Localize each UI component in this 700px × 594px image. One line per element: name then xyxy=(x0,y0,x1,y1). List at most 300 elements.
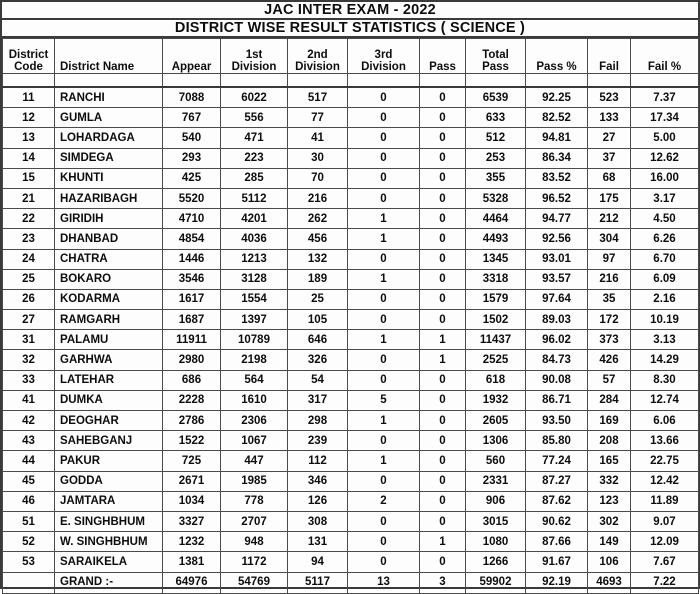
column-header-pass-percent xyxy=(526,39,588,74)
cell-name: LOHARDAGA xyxy=(55,128,163,148)
cell-appear: 1446 xyxy=(163,249,221,269)
cell-div2: 456 xyxy=(288,229,348,249)
cell-pass: 0 xyxy=(420,471,466,491)
column-header-line2: Appear xyxy=(171,60,212,73)
cell-name: KODARMA xyxy=(55,289,163,309)
cell-passpc: 82.52 xyxy=(526,108,588,128)
cell-code xyxy=(3,572,55,593)
cell-div1: 6022 xyxy=(221,87,288,108)
cell-fail: 165 xyxy=(588,451,631,471)
cell-fail: 106 xyxy=(588,552,631,572)
cell-div3: 0 xyxy=(348,289,420,309)
grand-total-row xyxy=(3,572,699,593)
cell-failpc: 7.22 xyxy=(631,572,699,593)
column-header-line2: Division xyxy=(361,60,406,73)
cell-passpc: 85.80 xyxy=(526,431,588,451)
cell-total: 560 xyxy=(466,451,526,471)
cell-passpc: 94.81 xyxy=(526,128,588,148)
spacer-row xyxy=(3,74,699,88)
cell-passpc: 87.66 xyxy=(526,532,588,552)
cell-passpc: 77.24 xyxy=(526,451,588,471)
cell-div3: 0 xyxy=(348,108,420,128)
cell-appear: 1687 xyxy=(163,310,221,330)
cell-div1: 1213 xyxy=(221,249,288,269)
cell-appear: 2786 xyxy=(163,411,221,431)
cell-div3: 1 xyxy=(348,229,420,249)
cell-div1: 1985 xyxy=(221,471,288,491)
cell-div1: 447 xyxy=(221,451,288,471)
cell-pass: 0 xyxy=(420,168,466,188)
cell-name: GARHWA xyxy=(55,350,163,370)
cell-code: 26 xyxy=(3,289,55,309)
cell-total: 11437 xyxy=(466,330,526,350)
cell-name: PALAMU xyxy=(55,330,163,350)
cell-name: DUMKA xyxy=(55,390,163,410)
cell-div3: 0 xyxy=(348,532,420,552)
column-header-line2: Division xyxy=(231,60,277,73)
cell-name: W. SINGHBHUM xyxy=(55,532,163,552)
cell-appear: 5520 xyxy=(163,188,221,208)
cell-pass: 0 xyxy=(420,411,466,431)
column-header-line2: Fail % xyxy=(647,60,682,73)
cell-div1: 1067 xyxy=(221,431,288,451)
cell-div3: 2 xyxy=(348,491,420,511)
cell-name: RANCHI xyxy=(55,87,163,108)
cell-pass: 0 xyxy=(420,128,466,148)
cell-div3: 0 xyxy=(348,370,420,390)
cell-div1: 2198 xyxy=(221,350,288,370)
cell-appear: 2228 xyxy=(163,390,221,410)
cell-code: 25 xyxy=(3,269,55,289)
table-row xyxy=(3,108,699,128)
cell-div1: 1172 xyxy=(221,552,288,572)
cell-appear: 1232 xyxy=(163,532,221,552)
cell-pass: 1 xyxy=(420,350,466,370)
cell-total: 5328 xyxy=(466,188,526,208)
cell-failpc: 6.70 xyxy=(631,249,699,269)
cell-fail: 332 xyxy=(588,471,631,491)
column-header-total-pass xyxy=(466,39,526,74)
cell-code: 13 xyxy=(3,128,55,148)
cell-div2: 262 xyxy=(288,209,348,229)
cell-total: 633 xyxy=(466,108,526,128)
cell-div2: 77 xyxy=(288,108,348,128)
cell-div1: 471 xyxy=(221,128,288,148)
cell-appear: 4854 xyxy=(163,229,221,249)
column-header-line1: District xyxy=(8,48,49,61)
cell-passpc: 97.64 xyxy=(526,289,588,309)
table-row xyxy=(3,148,699,168)
cell-code: 24 xyxy=(3,249,55,269)
cell-div1: 778 xyxy=(221,491,288,511)
cell-failpc: 13.66 xyxy=(631,431,699,451)
table-row xyxy=(3,471,699,491)
cell-div2: 189 xyxy=(288,269,348,289)
table-row xyxy=(3,269,699,289)
cell-total: 2525 xyxy=(466,350,526,370)
cell-pass: 0 xyxy=(420,269,466,289)
cell-code: 15 xyxy=(3,168,55,188)
cell-code: 46 xyxy=(3,491,55,511)
cell-passpc: 90.08 xyxy=(526,370,588,390)
cell-code: 14 xyxy=(3,148,55,168)
column-header-appear xyxy=(163,39,221,74)
cell-div1: 285 xyxy=(221,168,288,188)
column-header-fail-percent xyxy=(631,39,699,74)
cell-pass: 0 xyxy=(420,390,466,410)
cell-pass: 1 xyxy=(420,532,466,552)
cell-name: HAZARIBAGH xyxy=(55,188,163,208)
cell-fail: 212 xyxy=(588,209,631,229)
cell-passpc: 92.56 xyxy=(526,229,588,249)
column-header-line1: Total xyxy=(482,48,509,61)
cell-failpc: 16.00 xyxy=(631,168,699,188)
cell-pass: 0 xyxy=(420,229,466,249)
column-header-line2: Code xyxy=(14,60,43,73)
cell-failpc: 10.19 xyxy=(631,310,699,330)
table-row xyxy=(3,87,699,108)
table-row xyxy=(3,370,699,390)
cell-failpc: 2.16 xyxy=(631,289,699,309)
cell-appear: 11911 xyxy=(163,330,221,350)
cell-div1: 948 xyxy=(221,532,288,552)
cell-pass: 0 xyxy=(420,310,466,330)
cell-appear: 1034 xyxy=(163,491,221,511)
cell-failpc: 12.62 xyxy=(631,148,699,168)
cell-total: 618 xyxy=(466,370,526,390)
cell-passpc: 91.67 xyxy=(526,552,588,572)
cell-failpc: 6.06 xyxy=(631,411,699,431)
cell-failpc: 6.09 xyxy=(631,269,699,289)
report-subtitle: DISTRICT WISE RESULT STATISTICS ( SCIENCE ) xyxy=(2,20,698,38)
cell-failpc: 3.13 xyxy=(631,330,699,350)
cell-passpc: 87.27 xyxy=(526,471,588,491)
cell-fail: 523 xyxy=(588,87,631,108)
cell-div3: 0 xyxy=(348,471,420,491)
cell-div1: 10789 xyxy=(221,330,288,350)
cell-code: 27 xyxy=(3,310,55,330)
cell-total: 6539 xyxy=(466,87,526,108)
cell-total: 3318 xyxy=(466,269,526,289)
cell-passpc: 89.03 xyxy=(526,310,588,330)
cell-code: 32 xyxy=(3,350,55,370)
cell-pass: 0 xyxy=(420,511,466,531)
cell-total: 512 xyxy=(466,128,526,148)
cell-div1: 1397 xyxy=(221,310,288,330)
cell-fail: 97 xyxy=(588,249,631,269)
cell-div1: 564 xyxy=(221,370,288,390)
cell-failpc: 4.50 xyxy=(631,209,699,229)
cell-code: 45 xyxy=(3,471,55,491)
cell-failpc: 3.17 xyxy=(631,188,699,208)
cell-div2: 132 xyxy=(288,249,348,269)
table-row xyxy=(3,350,699,370)
table-row xyxy=(3,431,699,451)
cell-appear: 1381 xyxy=(163,552,221,572)
cell-div3: 0 xyxy=(348,310,420,330)
cell-div1: 1554 xyxy=(221,289,288,309)
cell-div3: 1 xyxy=(348,269,420,289)
table-row xyxy=(3,128,699,148)
cell-passpc: 90.62 xyxy=(526,511,588,531)
cell-code: 42 xyxy=(3,411,55,431)
cell-pass: 0 xyxy=(420,552,466,572)
column-header-second-division xyxy=(288,39,348,74)
cell-name: BOKARO xyxy=(55,269,163,289)
cell-passpc: 93.01 xyxy=(526,249,588,269)
cell-code: 52 xyxy=(3,532,55,552)
cell-div2: 94 xyxy=(288,552,348,572)
cell-div1: 223 xyxy=(221,148,288,168)
cell-code: 11 xyxy=(3,87,55,108)
cell-code: 41 xyxy=(3,390,55,410)
table-row xyxy=(3,491,699,511)
table-row xyxy=(3,511,699,531)
cell-appear: 767 xyxy=(163,108,221,128)
cell-failpc: 7.37 xyxy=(631,87,699,108)
cell-fail: 68 xyxy=(588,168,631,188)
cell-div2: 112 xyxy=(288,451,348,471)
header-row xyxy=(3,39,699,74)
cell-total: 253 xyxy=(466,148,526,168)
cell-fail: 149 xyxy=(588,532,631,552)
cell-name: SARAIKELA xyxy=(55,552,163,572)
cell-div2: 239 xyxy=(288,431,348,451)
column-header-district-code xyxy=(3,39,55,74)
column-header-fail xyxy=(588,39,631,74)
cell-passpc: 93.57 xyxy=(526,269,588,289)
cell-div2: 126 xyxy=(288,491,348,511)
cell-total: 1502 xyxy=(466,310,526,330)
cell-code: 21 xyxy=(3,188,55,208)
table-row xyxy=(3,390,699,410)
cell-div2: 517 xyxy=(288,87,348,108)
cell-div2: 308 xyxy=(288,511,348,531)
cell-name: GRAND :- xyxy=(55,572,163,593)
exam-title: JAC INTER EXAM - 2022 xyxy=(2,2,698,20)
cell-total: 1266 xyxy=(466,552,526,572)
cell-name: GODDA xyxy=(55,471,163,491)
cell-pass: 1 xyxy=(420,330,466,350)
cell-code: 53 xyxy=(3,552,55,572)
cell-fail: 27 xyxy=(588,128,631,148)
cell-div1: 1610 xyxy=(221,390,288,410)
cell-total: 1579 xyxy=(466,289,526,309)
cell-fail: 37 xyxy=(588,148,631,168)
cell-div2: 105 xyxy=(288,310,348,330)
cell-name: GUMLA xyxy=(55,108,163,128)
cell-failpc: 17.34 xyxy=(631,108,699,128)
cell-code: 51 xyxy=(3,511,55,531)
table-row xyxy=(3,451,699,471)
cell-total: 2605 xyxy=(466,411,526,431)
cell-failpc: 14.29 xyxy=(631,350,699,370)
cell-code: 33 xyxy=(3,370,55,390)
cell-pass: 0 xyxy=(420,249,466,269)
table-row xyxy=(3,552,699,572)
column-header-line1: 3rd xyxy=(374,48,393,61)
cell-fail: 208 xyxy=(588,431,631,451)
cell-total: 4464 xyxy=(466,209,526,229)
table-row xyxy=(3,532,699,552)
cell-div3: 1 xyxy=(348,330,420,350)
cell-fail: 304 xyxy=(588,229,631,249)
cell-div2: 30 xyxy=(288,148,348,168)
cell-fail: 302 xyxy=(588,511,631,531)
cell-fail: 57 xyxy=(588,370,631,390)
cell-div3: 0 xyxy=(348,128,420,148)
cell-fail: 133 xyxy=(588,108,631,128)
cell-div2: 298 xyxy=(288,411,348,431)
column-header-line2: District Name xyxy=(60,60,135,73)
table-header xyxy=(3,39,699,74)
table-row xyxy=(3,310,699,330)
cell-fail: 216 xyxy=(588,269,631,289)
cell-total: 59902 xyxy=(466,572,526,593)
cell-name: SIMDEGA xyxy=(55,148,163,168)
cell-passpc: 92.19 xyxy=(526,572,588,593)
cell-div3: 0 xyxy=(348,87,420,108)
cell-appear: 4710 xyxy=(163,209,221,229)
cell-pass: 0 xyxy=(420,370,466,390)
cell-div3: 1 xyxy=(348,209,420,229)
cell-passpc: 83.52 xyxy=(526,168,588,188)
cell-total: 1080 xyxy=(466,532,526,552)
cell-failpc: 5.00 xyxy=(631,128,699,148)
cell-code: 43 xyxy=(3,431,55,451)
cell-div3: 5 xyxy=(348,390,420,410)
cell-appear: 1522 xyxy=(163,431,221,451)
result-table xyxy=(2,38,699,594)
cell-failpc: 8.30 xyxy=(631,370,699,390)
column-header-line1: 1st xyxy=(245,48,263,61)
cell-code: 31 xyxy=(3,330,55,350)
cell-div1: 556 xyxy=(221,108,288,128)
cell-div2: 70 xyxy=(288,168,348,188)
cell-name: JAMTARA xyxy=(55,491,163,511)
cell-code: 44 xyxy=(3,451,55,471)
cell-name: CHATRA xyxy=(55,249,163,269)
column-header-line2: Pass xyxy=(482,60,509,73)
cell-failpc: 7.67 xyxy=(631,552,699,572)
cell-code: 23 xyxy=(3,229,55,249)
cell-total: 906 xyxy=(466,491,526,511)
cell-failpc: 12.09 xyxy=(631,532,699,552)
table-row xyxy=(3,411,699,431)
cell-name: RAMGARH xyxy=(55,310,163,330)
cell-passpc: 94.77 xyxy=(526,209,588,229)
table-row xyxy=(3,289,699,309)
cell-div2: 646 xyxy=(288,330,348,350)
cell-total: 2331 xyxy=(466,471,526,491)
cell-div1: 5112 xyxy=(221,188,288,208)
cell-pass: 0 xyxy=(420,209,466,229)
column-header-third-division xyxy=(348,39,420,74)
cell-div3: 0 xyxy=(348,168,420,188)
cell-appear: 2671 xyxy=(163,471,221,491)
cell-fail: 175 xyxy=(588,188,631,208)
table-row xyxy=(3,330,699,350)
cell-passpc: 87.62 xyxy=(526,491,588,511)
table-row xyxy=(3,209,699,229)
table-row xyxy=(3,188,699,208)
cell-div1: 4201 xyxy=(221,209,288,229)
cell-div3: 0 xyxy=(348,188,420,208)
table-row xyxy=(3,168,699,188)
column-header-line2: Fail xyxy=(599,60,619,73)
cell-name: LATEHAR xyxy=(55,370,163,390)
cell-pass: 0 xyxy=(420,87,466,108)
cell-div2: 25 xyxy=(288,289,348,309)
cell-passpc: 93.50 xyxy=(526,411,588,431)
cell-failpc: 6.26 xyxy=(631,229,699,249)
cell-fail: 169 xyxy=(588,411,631,431)
cell-name: KHUNTI xyxy=(55,168,163,188)
cell-pass: 0 xyxy=(420,188,466,208)
cell-div2: 317 xyxy=(288,390,348,410)
cell-pass: 0 xyxy=(420,108,466,128)
cell-appear: 64976 xyxy=(163,572,221,593)
cell-div3: 0 xyxy=(348,148,420,168)
cell-pass: 0 xyxy=(420,289,466,309)
cell-total: 4493 xyxy=(466,229,526,249)
cell-pass: 0 xyxy=(420,431,466,451)
cell-div2: 131 xyxy=(288,532,348,552)
cell-div1: 2306 xyxy=(221,411,288,431)
cell-code: 22 xyxy=(3,209,55,229)
cell-div3: 1 xyxy=(348,451,420,471)
table-body xyxy=(3,74,699,594)
cell-div3: 0 xyxy=(348,431,420,451)
cell-name: PAKUR xyxy=(55,451,163,471)
column-header-district-name xyxy=(55,39,163,74)
cell-appear: 2980 xyxy=(163,350,221,370)
cell-passpc: 86.34 xyxy=(526,148,588,168)
cell-pass: 0 xyxy=(420,491,466,511)
cell-name: DHANBAD xyxy=(55,229,163,249)
column-header-line1: 2nd xyxy=(307,48,328,61)
cell-div3: 0 xyxy=(348,552,420,572)
cell-name: GIRIDIH xyxy=(55,209,163,229)
cell-fail: 123 xyxy=(588,491,631,511)
cell-div3: 0 xyxy=(348,511,420,531)
cell-div1: 3128 xyxy=(221,269,288,289)
cell-div2: 54 xyxy=(288,370,348,390)
cell-div3: 0 xyxy=(348,350,420,370)
cell-appear: 293 xyxy=(163,148,221,168)
cell-fail: 35 xyxy=(588,289,631,309)
cell-fail: 373 xyxy=(588,330,631,350)
cell-div3: 13 xyxy=(348,572,420,593)
column-header-line2: Pass % xyxy=(536,60,577,73)
cell-div2: 346 xyxy=(288,471,348,491)
column-header-line2: Pass xyxy=(429,60,456,73)
cell-appear: 686 xyxy=(163,370,221,390)
cell-failpc: 22.75 xyxy=(631,451,699,471)
column-header-first-division xyxy=(221,39,288,74)
cell-passpc: 96.02 xyxy=(526,330,588,350)
cell-name: DEOGHAR xyxy=(55,411,163,431)
column-header-pass xyxy=(420,39,466,74)
cell-pass: 0 xyxy=(420,451,466,471)
cell-fail: 284 xyxy=(588,390,631,410)
cell-div2: 326 xyxy=(288,350,348,370)
cell-total: 1306 xyxy=(466,431,526,451)
cell-appear: 540 xyxy=(163,128,221,148)
cell-name: SAHEBGANJ xyxy=(55,431,163,451)
table-row xyxy=(3,229,699,249)
cell-passpc: 96.52 xyxy=(526,188,588,208)
